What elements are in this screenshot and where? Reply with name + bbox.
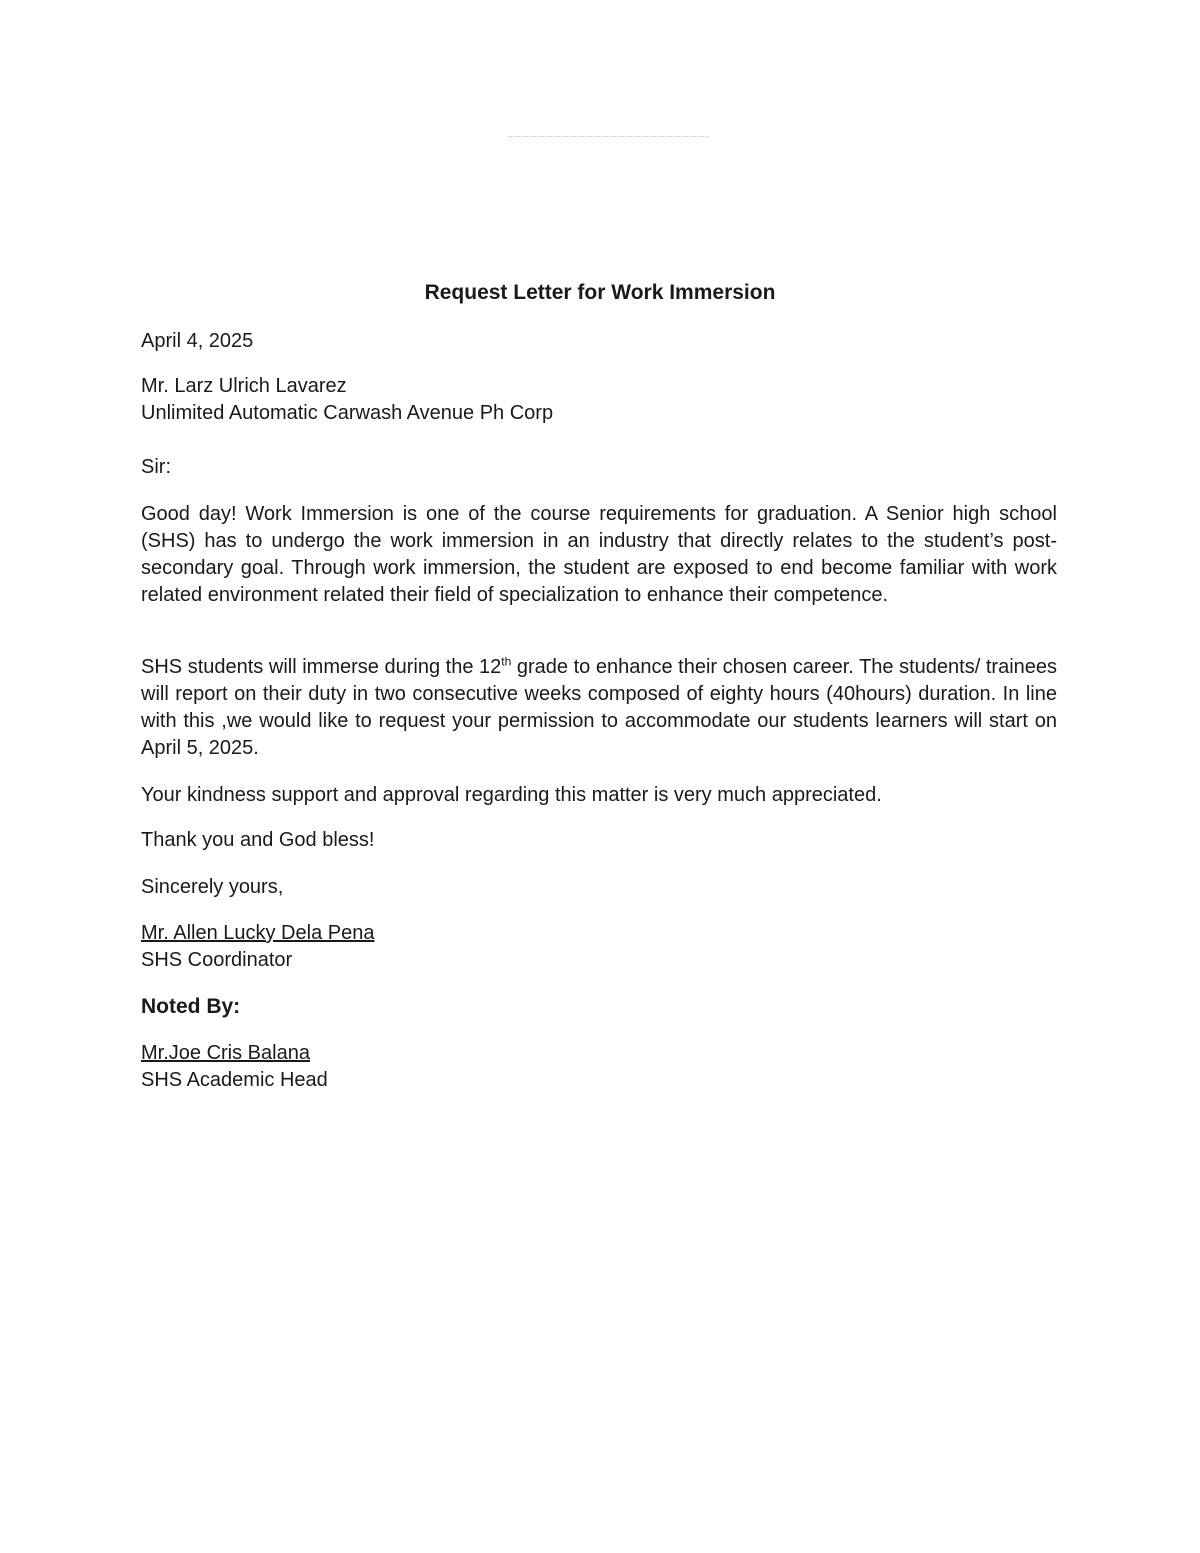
thanks-line: Thank you and God bless! [141,829,375,851]
signatory-block [141,920,1057,974]
signatory-name: Mr. Allen Lucky Dela Pena [141,922,375,944]
paragraph-2 [141,654,1057,762]
salutation: Sir: [141,456,171,478]
signatory-title: SHS Coordinator [141,949,293,971]
recipient-name: Mr. Larz Ulrich Lavarez [141,375,347,397]
recipient-company: Unlimited Automatic Carwash Avenue Ph Corp [141,402,554,424]
ordinal-suffix: th [501,654,512,669]
noter-title: SHS Academic Head [141,1069,328,1091]
letter-date: April 4, 2025 [141,330,254,352]
recipient-block [141,373,1057,427]
paragraph-1: Good day! Work Immersion is one of the course requirements for graduation. A Senior high school (SHS) has to undergo the work immersion in an industry that directly relates to the student’s post-secondary goal. Through work immersion, the student are exposed to end become familiar with work related environment related their field of specialization to enhance their competence. [141,503,1057,606]
paragraph-2-rest: grade to enhance their chosen career. The students/ trainees will report on their duty in two consecutive weeks composed of eighty hours (40hours) duration. In line with this ,we would like to request your permission to accommodate our students learners will start on April 5, 2025. [141,656,1058,759]
faint-header-line [508,136,708,141]
noter-name: Mr.Joe Cris Balana [141,1042,310,1064]
letter-title: Request Letter for Work Immersion [424,281,776,304]
paragraph-3: Your kindness support and approval regarding this matter is very much appreciated. [141,784,882,806]
closing-line: Sincerely yours, [141,876,284,898]
paragraph-2-start: SHS students will immerse during the 12 [141,656,502,678]
noter-block [141,1040,1057,1094]
noted-by-label: Noted By: [141,995,241,1018]
